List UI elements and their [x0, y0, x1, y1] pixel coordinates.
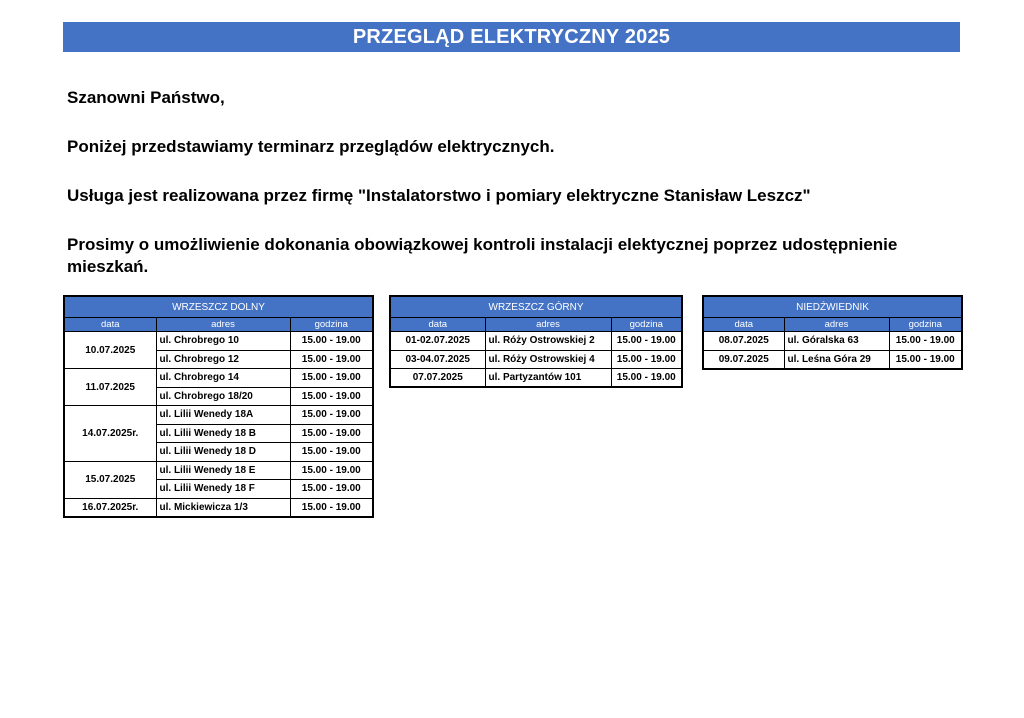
time-cell: 15.00 - 19.00 [290, 350, 373, 369]
time-cell: 15.00 - 19.00 [290, 443, 373, 462]
time-cell: 15.00 - 19.00 [611, 332, 682, 351]
time-cell: 15.00 - 19.00 [290, 332, 373, 351]
col-date-header: data [64, 318, 156, 332]
time-cell: 15.00 - 19.00 [611, 350, 682, 369]
date-cell: 03-04.07.2025 [390, 350, 485, 369]
time-cell: 15.00 - 19.00 [889, 350, 962, 369]
address-cell: ul. Chrobrego 14 [156, 369, 290, 388]
col-date-header: data [390, 318, 485, 332]
time-cell: 15.00 - 19.00 [889, 332, 962, 351]
page-title: PRZEGLĄD ELEKTRYCZNY 2025 [63, 22, 960, 52]
address-cell: ul. Róży Ostrowskiej 2 [485, 332, 611, 351]
greeting: Szanowni Państwo, [67, 88, 225, 107]
table-row [64, 498, 373, 517]
time-cell: 15.00 - 19.00 [290, 369, 373, 388]
address-cell: ul. Chrobrego 12 [156, 350, 290, 369]
time-cell: 15.00 - 19.00 [290, 480, 373, 499]
date-cell: 11.07.2025 [64, 369, 156, 406]
table-row [703, 350, 962, 369]
time-cell: 15.00 - 19.00 [290, 424, 373, 443]
table-row [390, 350, 682, 369]
address-cell: ul. Lilii Wenedy 18 F [156, 480, 290, 499]
date-cell: 08.07.2025 [703, 332, 784, 351]
district-name: WRZESZCZ GÓRNY [390, 296, 682, 318]
table-row [703, 332, 962, 351]
col-time-header: godzina [889, 318, 962, 332]
address-cell: ul. Chrobrego 10 [156, 332, 290, 351]
time-cell: 15.00 - 19.00 [290, 387, 373, 406]
address-cell: ul. Chrobrego 18/20 [156, 387, 290, 406]
date-cell: 01-02.07.2025 [390, 332, 485, 351]
date-cell: 14.07.2025r. [64, 406, 156, 462]
company-text: Usługa jest realizowana przez firmę "Instalatorstwo i pomiary elektryczne Stanisław Leszcz" [67, 186, 811, 205]
address-cell: ul. Lilii Wenedy 18 B [156, 424, 290, 443]
col-time-header: godzina [290, 318, 373, 332]
table-row [390, 332, 682, 351]
address-cell: ul. Lilii Wenedy 18 D [156, 443, 290, 462]
table-row [64, 369, 373, 388]
table-row [64, 332, 373, 351]
date-cell: 16.07.2025r. [64, 498, 156, 517]
time-cell: 15.00 - 19.00 [290, 406, 373, 425]
district-name: NIEDŹWIEDNIK [703, 296, 962, 318]
address-cell: ul. Partyzantów 101 [485, 369, 611, 388]
request-text: Prosimy o umożliwienie dokonania obowiązkowej kontroli instalacji elektycznej poprzez udostępnienie mieszkań. [67, 235, 898, 276]
time-cell: 15.00 - 19.00 [611, 369, 682, 388]
table-wrzeszcz-dolny [63, 295, 374, 518]
table-niedzwiednik [702, 295, 963, 370]
address-cell: ul. Mickiewicza 1/3 [156, 498, 290, 517]
address-cell: ul. Lilii Wenedy 18A [156, 406, 290, 425]
col-time-header: godzina [611, 318, 682, 332]
address-cell: ul. Góralska 63 [784, 332, 889, 351]
address-cell: ul. Lilii Wenedy 18 E [156, 461, 290, 480]
col-date-header: data [703, 318, 784, 332]
time-cell: 15.00 - 19.00 [290, 498, 373, 517]
address-cell: ul. Leśna Góra 29 [784, 350, 889, 369]
date-cell: 09.07.2025 [703, 350, 784, 369]
intro-text: Poniżej przedstawiamy terminarz przeglądów elektrycznych. [67, 137, 555, 156]
col-address-header: adres [156, 318, 290, 332]
col-address-header: adres [485, 318, 611, 332]
date-cell: 10.07.2025 [64, 332, 156, 369]
time-cell: 15.00 - 19.00 [290, 461, 373, 480]
table-row [64, 406, 373, 425]
date-cell: 15.07.2025 [64, 461, 156, 498]
address-cell: ul. Róży Ostrowskiej 4 [485, 350, 611, 369]
table-row [64, 461, 373, 480]
table-row [390, 369, 682, 388]
table-wrzeszcz-gorny [389, 295, 683, 388]
date-cell: 07.07.2025 [390, 369, 485, 388]
col-address-header: adres [784, 318, 889, 332]
district-name: WRZESZCZ DOLNY [64, 296, 373, 318]
